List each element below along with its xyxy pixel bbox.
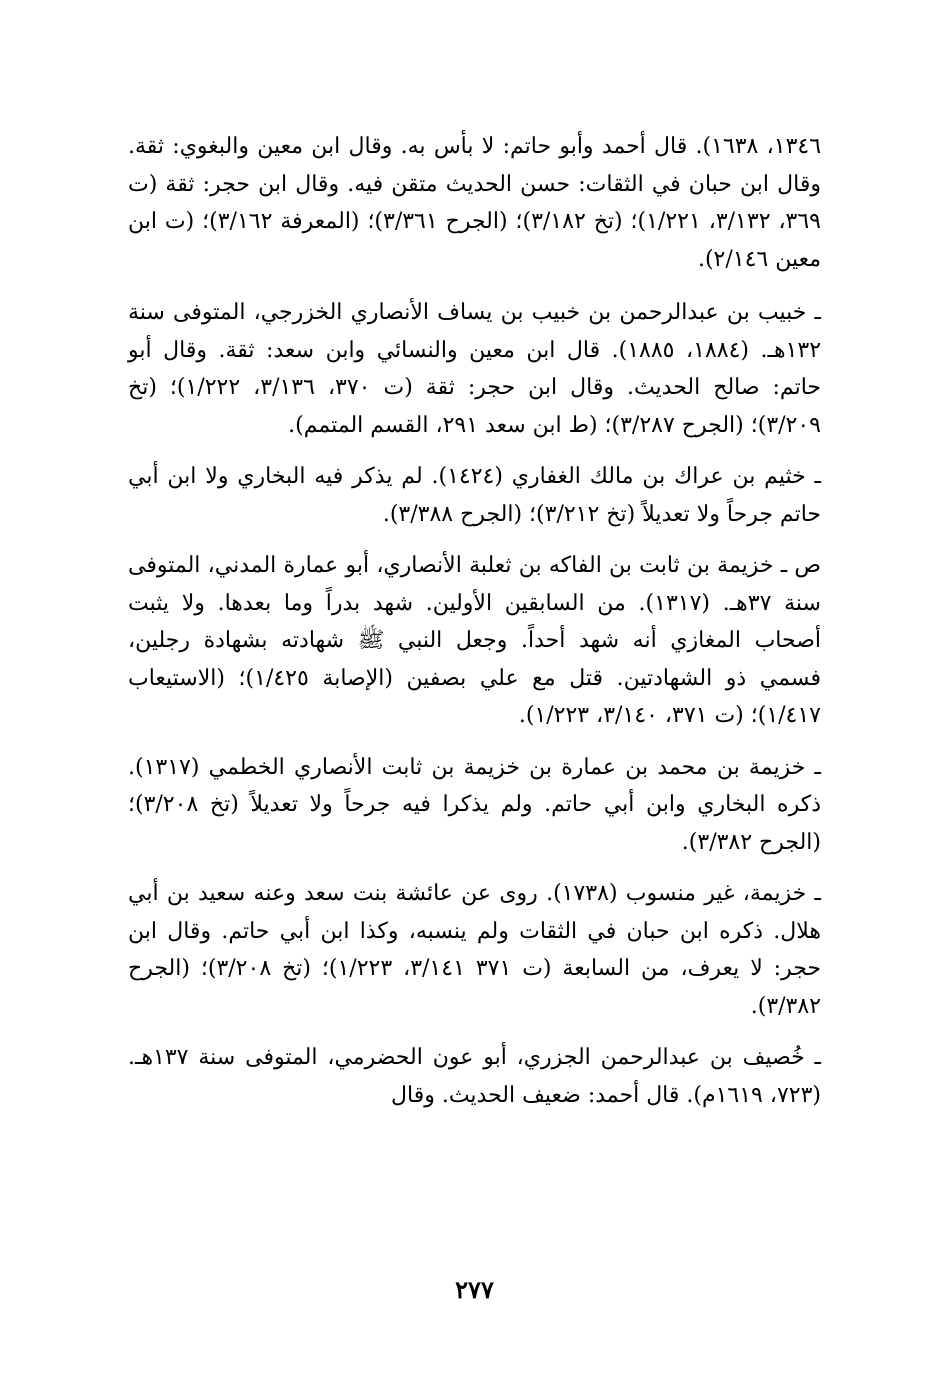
paragraph-6: ـ خزيمة، غير منسوب (١٧٣٨). روى عن عائشة بنت سعد وعنه سعيد بن أبي هلال. ذكره ابن حبان في الثقات ولم ينسبه، وكذا ابن أبي حاتم. وقال ابن حجر: لا يعرف، من السابعة (ت ٣٧١ ٣/١٤١، ١/٢٢٣)؛ (تخ ٣/٢٠٨)؛ (الجرح ٣/٣٨٢). bbox=[128, 881, 822, 1019]
paragraph-3: ـ خثيم بن عراك بن مالك الغفاري (١٤٢٤). لم يذكر فيه البخاري ولا ابن أبي حاتم جرحاً ولا تعديلاً (تخ ٣/٢١٢)؛ (الجرح ٣/٣٨٨). bbox=[128, 464, 821, 527]
body-text bbox=[128, 128, 821, 1128]
paragraph-7: ـ خُصيف بن عبدالرحمن الجزري، أبو عون الحضرمي، المتوفى سنة ١٣٧هـ. (٧٢٣، ١٦١٩م). قال أحمد: ضعيف الحديث. وقال bbox=[128, 1045, 821, 1108]
paragraph-2: ـ خبيب بن عبدالرحمن بن خبيب بن يساف الأنصاري الخزرجي، المتوفى سنة ١٣٢هـ. (١٨٨٤، ١٨٨٥). قال ابن معين والنسائي وابن سعد: ثقة. وقال أبو حاتم: صالح الحديث. وقال ابن حجر: ثقة (ت ٣٧٠، ٣/١٣٦، ١/٢٢٢)؛ (تخ ٣/٢٠٩)؛ (الجرح ٣/٢٨٧)؛ (ط ابن سعد ٢٩١، القسم المتمم). bbox=[128, 300, 822, 438]
paragraph-5: ـ خزيمة بن محمد بن عمارة بن خزيمة بن ثابت الأنصاري الخطمي (١٣١٧). ذكره البخاري وابن أبي حاتم. ولم يذكرا فيه جرحاً ولا تعديلاً (تخ ٣/٢٠٨)؛ (الجرح ٣/٣٨٢). bbox=[128, 754, 821, 855]
page-number: ٢٧٧ bbox=[455, 1275, 494, 1304]
paragraph-1: ١٣٤٦، ١٦٣٨). قال أحمد وأبو حاتم: لا بأس به. وقال ابن معين والبغوي: ثقة. وقال ابن حبان في الثقات: حسن الحديث متقن فيه. وقال ابن حجر: ثقة (ت ٣٦٩، ٣/١٣٢، ١/٢٢١)؛ (تخ ٣/١٨٢)؛ (الجرح ٣/٣٦١)؛ (المعرفة ٣/١٦٢)؛ (ت ابن معين ٢/١٤٦). bbox=[128, 134, 822, 272]
paragraph-4: ص ـ خزيمة بن ثابت بن الفاكه بن ثعلبة الأنصاري، أبو عمارة المدني، المتوفى سنة ٣٧هـ. (١٣١٧). من السابقين الأولين. شهد بدراً وما بعدها. ولا يثبت أصحاب المغازي أنه شهد أحداً. وجعل النبي ﷺ شهادته بشهادة رجلين، فسمي ذو الشهادتين. قتل مع علي بصفين (الإصابة ١/٤٢٥)؛ (الاستيعاب ١/٤١٧)؛ (ت ٣٧١، ٣/١٤٠، ١/٢٢٣). bbox=[128, 553, 821, 728]
